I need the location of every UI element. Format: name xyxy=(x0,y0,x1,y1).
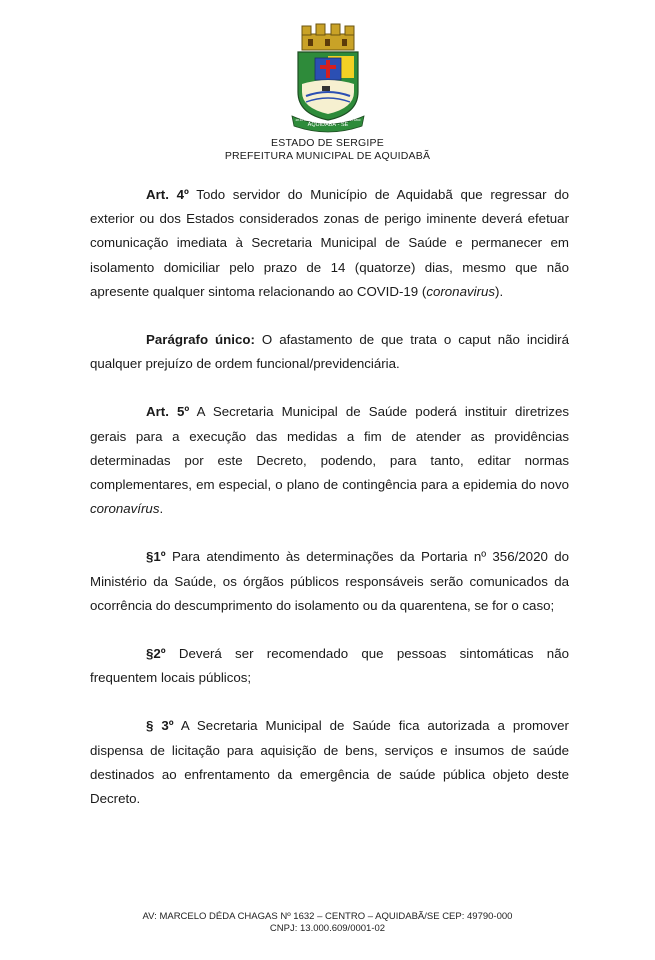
crest-date-left: 28.10.1882 xyxy=(294,118,311,122)
article-italic: coronavírus xyxy=(90,501,160,517)
footer-address: AV: MARCELO DÉDA CHAGAS Nº 1632 – CENTRO – AQUIDABÃ/SE CEP: 49790-000 xyxy=(142,911,513,922)
shield xyxy=(298,52,358,120)
article-text-end: ). xyxy=(495,283,504,299)
article-text-end: . xyxy=(159,501,164,517)
article-italic: coronavirus xyxy=(426,283,496,299)
article-text: O afastamento de que trata o caput não incidirá qualquer prejuízo de ordem funcional/previdenciária. xyxy=(90,332,569,372)
article-label: Art. 5º xyxy=(146,404,190,420)
document-body xyxy=(90,183,569,811)
article-5 xyxy=(90,400,569,521)
article-label: §2º xyxy=(146,646,166,662)
article-label: §1º xyxy=(146,549,166,565)
article-text: Deverá ser recomendado que pessoas sintomáticas não frequentem locais públicos; xyxy=(90,646,569,686)
paragrafo-unico xyxy=(90,328,569,376)
article-label: Parágrafo único: xyxy=(146,332,255,348)
letterhead xyxy=(0,22,655,163)
article-label: § 3º xyxy=(146,718,174,734)
footer-cnpj: CNPJ: 13.000.609/0001-02 xyxy=(269,923,386,934)
paragraph-2 xyxy=(90,642,569,690)
crest-date-right: 28.11.1890 xyxy=(345,118,360,122)
crest-banner-text: AQUIDABÃ - SE xyxy=(307,122,348,128)
article-text: A Secretaria Municipal de Saúde poderá instituir diretrizes gerais para a execução das medidas a fim de atender as providências determinadas por este Decreto, podendo, para tanto, editar normas complementares, em especial, o plano de contingência para a epidemia do novo xyxy=(90,404,569,493)
article-text: Todo servidor do Município de Aquidabã que regressar do exterior ou dos Estados considerados zonas de perigo iminente deverá efetuar comunicação imediata à Secretaria Municipal de Saúde e permanecer em isolamento domiciliar pelo prazo de 14 (quatorze) dias, mesmo que não apresente qualquer sintoma relacionando ao COVID-19 ( xyxy=(90,187,569,299)
article-text: Para atendimento às determinações da Portaria nº 356/2020 do Ministério da Saúde, os órgãos públicos responsáveis serão comunicados da ocorrência do descumprimento do isolamento ou da quarentena, se for o caso; xyxy=(90,549,569,613)
article-4 xyxy=(90,183,569,304)
paragraph-3 xyxy=(90,714,569,811)
footer xyxy=(0,911,655,935)
paragraph-1 xyxy=(90,545,569,618)
mural-crown xyxy=(302,24,354,50)
state-name: ESTADO DE SERGIPE xyxy=(271,137,384,149)
municipal-coat-of-arms xyxy=(288,22,368,134)
article-text: A Secretaria Municipal de Saúde fica autorizada a promover dispensa de licitação para aquisição de bens, serviços e insumos de saúde destinados ao enfrentamento da emergência de saúde pública objeto deste Decreto. xyxy=(90,718,569,807)
prefeitura-name: PREFEITURA MUNICIPAL DE AQUIDABÃ xyxy=(224,150,431,162)
article-label: Art. 4º xyxy=(146,187,189,202)
